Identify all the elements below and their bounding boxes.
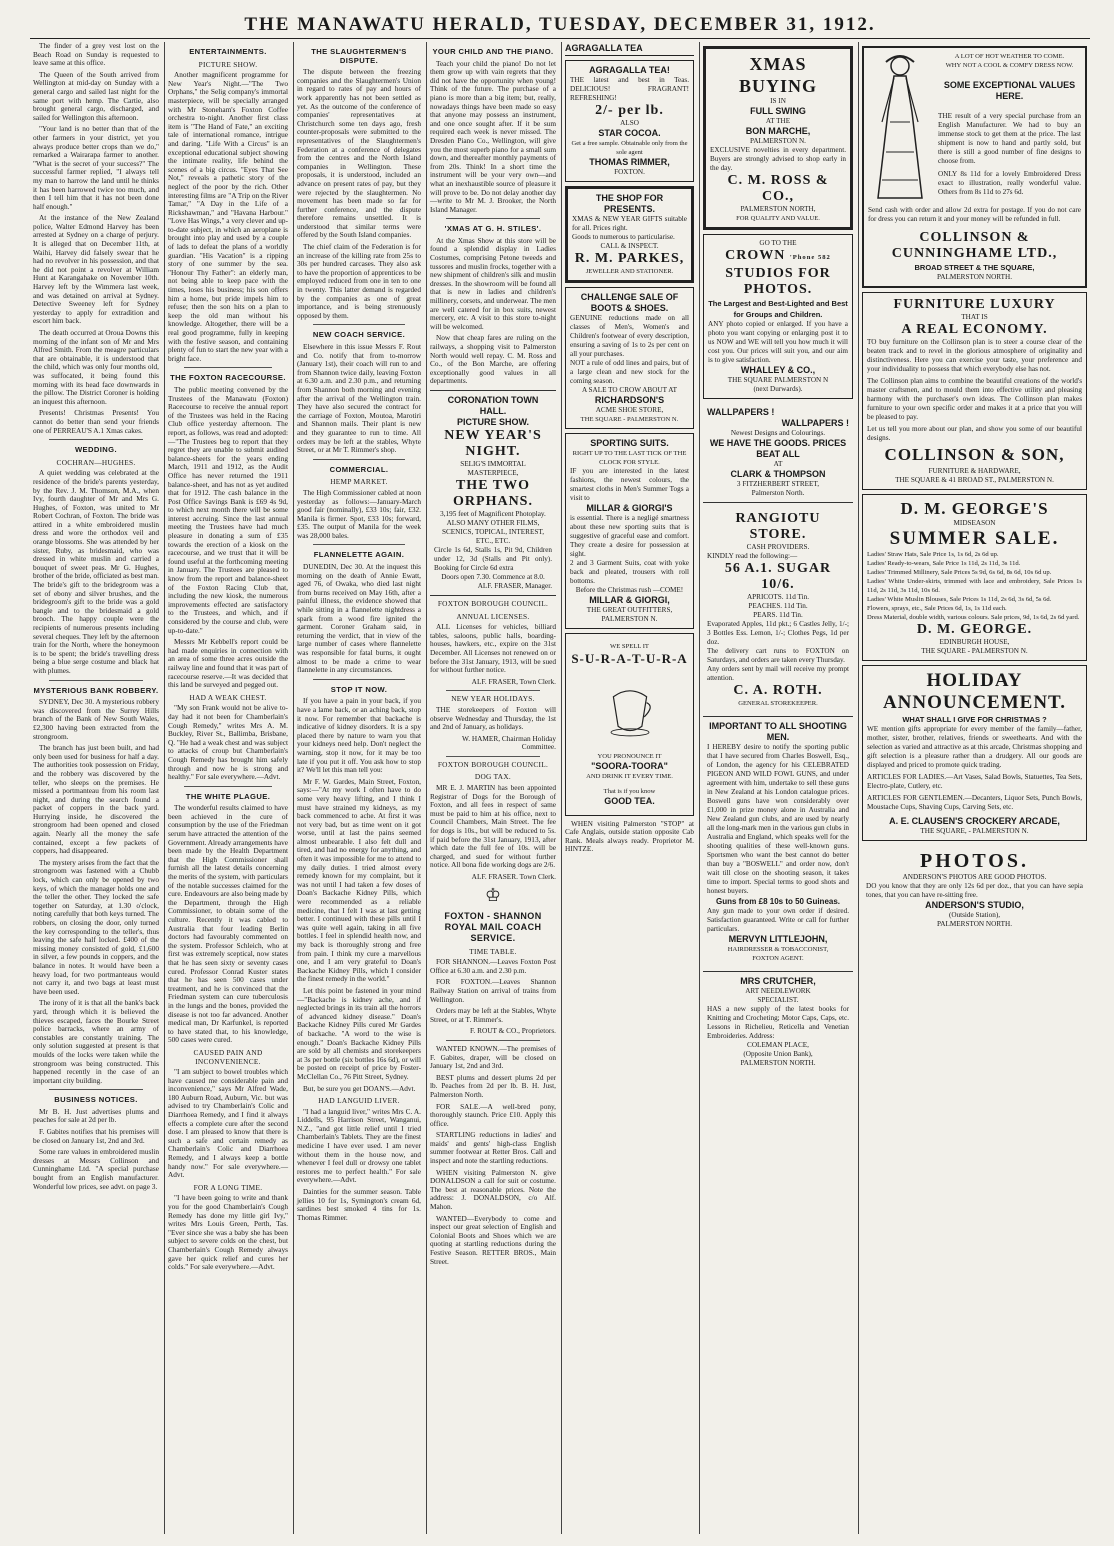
ad-line: AND DRINK IT EVERY TIME. [586,772,673,780]
ad-headline: HOLIDAY [926,670,1023,691]
divider [313,324,405,325]
paragraph: "Your land is no better than that of the other farmers in your district, yet you always produce better crops than we do," remarked a Wairarapa farmer to another. "What is the secret of your success?" The successful farmer replied, "I always tell my man to harrow the land until he thinks it has been harrowed twice too much, and then I tell him that it has not been done half enough." [33,124,159,211]
column-4 [426,42,559,1534]
ad-line: THE SQUARE & 41 BROAD ST., PALMERSTON N. [895,476,1054,484]
ad-line: FURNITURE & HARDWARE, [928,467,1021,475]
column-6 [699,42,856,1534]
ad-body: Any gun made to your own order if desired. Satisfaction guaranteed. Write or call for further particulars. [707,907,849,933]
ad-headline: XMAS BUYING [738,54,817,96]
ad-holiday-announcement [862,665,1087,841]
ad-price: Guns from £8 10s to 50 Guineas. [715,897,841,906]
heading-stop-it-now: STOP IT NOW. [330,684,388,694]
paragraph: FOR SHANNON.—Leaves Foxton Post Office at 6.30 a.m. and 2.30 p.m. [430,957,556,975]
ad-line: The Largest and Best-Lighted and Best for Groups and Children. [708,299,848,319]
paragraph: Some rare values in embroidered muslin dresses at Messrs Collinson and Cunninghame Ltd. "A special purchase bought from an English manufacturer. Wonderful low prices, see advt. on page 3. [33,1147,159,1191]
ad-line: Doors open 7.30. Commence at 8.0. [441,572,545,581]
notice-signature: W. HAMER, Chairman Holiday Committee. [462,733,556,752]
ad-body: NOT a rule of odd lines and pairs, but of a large clean and new stock for the coming season. [570,358,689,385]
ad-line: Get a free sample. Obtainable only from the sole agent [571,139,688,156]
masthead: THE MANAWATU HERALD, TUESDAY, DECEMBER 31, 1912. [30,14,1090,39]
divider [446,218,540,219]
paragraph: The High Commissioner cabled at noon yesterday as follows:—January-March good fair (nominally), £33 10s; fair, £32. Manila is firmer. Spot, £33 10s; forward, £35. The output of Manila for the week was 28,000 bales. [297,487,421,540]
ad-line: APRICOTS. 11d Tin. [746,593,810,601]
ad-phone: 'Phone 582 [789,254,831,261]
ad-price: 2/- per lb. [595,102,664,118]
column-3 [293,42,424,1534]
paragraph: Mr F. W. Gardes, Main Street, Foxton, says:—"At my work I often have to do some very heavy lifting, and I think I must have strained my kidneys, as my back commenced to ache. At first it was not very bad, but as time went on it got worse, until at last the pains seemed almost unbearable. I also felt dull and tired, and had no energy for anything, and often it was impossible for me to attend to my daily duties. I tried almost every remedy known for my complaint, but it was not until I had taken a few doses of Doan's Backache Kidney Pills, which were recommended as a reliable medicine, that I felt I was at last getting better. I continued with these pills until I was quite well again, taking in all five bottles. I feel in splendid health now, and my back is thoroughly strong and free from pain. I think my cure a marvellous one, and I am very grateful to Doan's Backache Kidney Pills, which I consider the finest remedy in the world." [297,776,421,984]
ad-line: FOXTON AGENT. [752,955,804,962]
ad-name: R. M. PARKES, [574,250,685,266]
ad-name: MILLAR & GIORGI, [589,594,670,605]
paragraph: Now that cheap fares are ruling on the railways, a shopping visit to Palmerston North would well repay. C. M. Ross and Co., of the Bon Marche, are offering exceptionally good values in all departments. [430,333,556,386]
ad-name: CROWN [725,248,786,263]
ad-agragalla-tea [565,60,694,182]
ad-richardson [565,287,694,429]
ad-name: MILLAR & GIORGI'S [586,502,673,513]
ad-line: PEACHES. 11d Tin. [748,602,808,610]
ad-title: SPORTING SUITS. [590,437,669,448]
paragraph: If you have a pain in your back, if you have a lame back, or an aching back, stop it now. For remember that backache is indicative of kidney disorders. It is a spy placed there by nature to warn you that your kidneys need help. Don't neglect the warning, stop it now, for it may be too late if you put it off. You ask how to stop it? We'll let this man tell you: [297,696,421,775]
ad-line: KINDLY read the following:— [707,552,798,560]
ad-line: THE SQUARE - PALMERSTON N. [921,647,1028,655]
classified: WHEN visiting Palmerston N. give DONALDSON a call for suit or costume. The best at reasonable prices. Note the address: J. DONALDSON, c/o Alf. Mahon. [430,1167,556,1212]
ad-body: I HEREBY desire to notify the sporting public that I have secured from Charles Boswell, Esq., of London, the agency for his CELEBRATED PIGEON AND WILD FOWL GUNS, and under agreement with him, undertake to sell these guns in New Zealand at his London catalogue prices. Boswell guns have won considerably over £1,000 in prize money alone in Australia and New Zealand gun clubs, and are used by nearly all the long-mark men in the various gun clubs in Australia and England, which speaks well for the shooting qualities of these well-known guns. Sportsmen who want the best cannot do better than buy a "BOSWELL" and order now, don't wait till close on the shooting season, it takes time to import. Special terms to good shots and honest buyers. [707,743,849,895]
ad-headline: S-U-R-A-T-U-R-A [571,650,688,666]
ad-line: YOU PRONOUNCE IT [597,752,662,760]
ad-line: WHY NOT A COOL & COMFY DRESS NOW. [945,62,1074,69]
heading-coach-service: NEW COACH SERVICE. [312,330,406,340]
divider [313,679,405,680]
subheading: PICTURE SHOW. [198,59,258,69]
paragraph: Elsewhere in this issue Messrs F. Rout and Co. notify that from to-morrow (January 1st), their coach will run to and from Shannon twice daily, leaving Foxton at 6.30 a.m. and 2.30 p.m., and returning from Shannon both morning and evening after the arrival of the Wellington train. They have also secured the contract for the carriage of Foxton, Moutoa, Marotiri and Shannon mails. Their plant is new and they guarantee to run to time. All orders may be left at the stables, Whyte Street, or at Mr T. Rimmer's shop. [297,342,421,455]
ad-body: 2 and 3 Garment Suits, coat with yoke back and pleated, trousers with roll bottoms. [570,558,689,585]
ad-signature: ALF. FRASER, Manager. [477,581,552,590]
heading-racecourse: THE FOXTON RACECOURSE. [170,373,286,383]
ad-headline: SOME EXCEPTIONAL VALUES HERE. [943,80,1076,101]
ad-line: GENERAL STOREKEEPER. [738,700,818,707]
ad-name: A. E. CLAUSEN'S CROCKERY ARCADE, [889,816,1060,826]
ad-title: AGRAGALLA TEA! [589,64,670,75]
paragraph: The wonderful results claimed to have been achieved in the cure of consumption by the use of the Friedman serum have attracted the attention of the Government. Already arrangements have been made by the Health Department that the High Commissioner shall furnish all the latest details concerning the merits of the system, with particulars of the notable successes claimed for the cure. Endeavours are also being made by the Department, through the High Commissioner, to obtain some of the culture. Recently it was cabled to Australia that four leading Berlin doctors had favourably commented on the system. Professor Schleich, who at first was extremely sceptical, now states that he has seen sixty or seventy cases cured. Professor Conrad Kuster states that he has seen 500 cases under treatment, and he is convinced that the Friedman system can cure tuberculosis in the lungs and the bones, provided the disease is not too far advanced. Another medical man, Dr Karfunkel, is reported to have stated that, to his knowledge, 500 cases were cured. [168,803,288,1045]
ad-wallpapers [703,403,853,503]
ad-body: Any orders sent by mail will receive my prompt attention. [707,665,849,682]
paragraph: Mr B. H. Just advertises plums and peaches for sale at 2d per lb. [33,1106,159,1125]
ad-line: EDINBURGH HOUSE, [939,638,1010,646]
paragraph: The chief claim of the Federation is for an increase of the killing rate from 25s to 30s per hundred carcases. They also ask to have the proportion of apprentices to be employed reduced from one in ten to one in twenty. This latter demand is regarded by the companies as one of great importance, and is being strenuously opposed by them. [297,242,421,320]
ad-line: PALMERSTON NORTH. [936,920,1013,928]
paragraph: The death occurred at Oroua Downs this morning of the infant son of Mr and Mrs Alfred Smith. From the meagre particulars that are obtainable, it is understood that the child, which was only four months old, was suffocated, it being found this morning with its head face downwards in the pillow. The District Coroner is holding an inquest this afternoon. [33,328,159,406]
paragraph: "I am subject to bowel troubles which have caused me considerable pain and inconvenience," says Mr Alfred Wade, 180 Auburn Road, Auburn, Vic. but was advised to try Chamberlain's Colic and Diarrhoea Remedy, and I find it always effects a complete cure after the second dose. I am pleased to know that there is such a safe and certain remedy as Chamberlain's Colic and Diarrhoea Remedy, and I always keep a bottle handy now." For sale everywhere.—Advt. [168,1067,288,1180]
paragraph: Orders may be left at the Stables, Whyte Street, or at T. Rimmer's. [430,1006,556,1024]
ad-body: ARTICLES FOR GENTLEMEN.—Decanters, Liquor Sets, Punch Bowls, Moustache Cups, Shaving Cups, Carving Sets, etc. [867,794,1082,811]
ad-item: Dress Material, double width, various colours. Sale prices, 9d, 1s 6d, 2s 6d yard. [867,614,1080,621]
ad-name: THOMAS RIMMER, [589,156,670,167]
paragraph: "I had a languid liver," writes Mrs C. A. Liddells, 95 Harrison Street, Wanganui, N.Z., "and got little relief until I tried Chamberlain's Tablets. They are the finest medicine I have ever used. I am never without them in the house now, and whenever I feel dull or drowsy one tablet restores me to perfect health." For sale everywhere.—Advt. [297,1106,421,1185]
paragraph: But, be sure you get DOAN'S.—Advt. [303,1083,416,1093]
ad-anderson-photos [862,845,1087,933]
divider [446,690,540,691]
classified: WHEN visiting Palmerston "STOP" at Cafe Anglais, outside station opposite Cab Rank. Meals always ready. Proprietor M. HINTZE. [565,818,694,854]
ad-line: IS IN [770,97,786,105]
paragraph: Another magnificent programme for New Year's Night.—"The Two Orphans," the Selig company's immortal masterpiece, will be specially arranged with Mr Stoneham's Foxton Coffee orchestra to-night. Another first class item is "The Hand of Fate," an exciting tale of international romance, intrigue and daring. "Life With a Circus" is an exceptional educational subject showing the intimate reality, life behind the scenes of a big circus. "Eyes That See Not," reveals a pathetic story of the neglect of the poor by the rich. Other interesting films are "A Trip on the River Tamar," "A Day in the Life of a Rickshawman," and "Havana Harbour." "Love Has Wings," a very clever and up-to-date subject, in which an aeroplane is brought into play and used by a couple of lads to defeat the plans of a worldly guardian. "His Vacation" is a ripping story of one summer by the sea. "Honour Thy Father": an elderly man, not being able to keep pace with the times, loses his business; his son offers him a home, but pride impels him to refuse; then the son hits on a plan to keep the old man without his knowledge. Altogether, there will be a real good programme, fully in keeping with the festive season, and containing plenty of fun to start the new year with a bright face. [168,70,288,363]
column-5 [561,42,697,1534]
ad-body: THE result of a very special purchase from an English Manufacturer. We had to buy an immense stock to get them at the price. The last shipment is now to hand and partly sold, but there is still a good number of fine designs to choose from. [938,112,1081,165]
ad-line: PALMERSTON N. [601,614,658,623]
ad-body: ONLY 8s 11d for a lovely Embroidered Dress exact to illustration, really wonderful value. Others from 8s 11d to 27s 6d. [938,170,1081,196]
ad-line: THAT IS [961,313,988,321]
heading-bank-robbery: MYSTERIOUS BANK ROBBERY. [33,685,159,695]
heading-slaughtermen: THE SLAUGHTERMEN'S DISPUTE. [311,47,407,65]
ad-headline: "SOORA-TOORA" [591,760,668,771]
paragraph: A quiet wedding was celebrated at the residence of the bride's parents yesterday, by the Rev. J. M. Thomson, M.A., when Ivy, fourth daughter of Mr and Mrs G. Hughes, of Foxton, was united to Mr Robert Cochran, of Foxton. The bride was attired in a white embroidered muslin dress and wore the orthodox veil and orange blossoms. She was attended by her sister, Ruby, as bridesmaid, who was dressed in white muslin and carried a bouquet of sweet peas. Mr G. Hughes, brother of the bride, officiated as best man. The bride's gift to the bridegroom was a set of ebony and silver brushes, and the bridegroom's gift to the bride was a gold bangle and to the bridesmaid a gold brooch. The happy couple were the recipients of numerous presents including several cheques. They left by the afternoon train for the North, where the honeymoon is to be spent; the bride's travelling dress being a blue serge costume and black hat with plumes. [33,468,159,675]
divider [49,1089,143,1090]
ad-parkes [565,186,694,283]
divider [49,439,143,440]
ad-collinson-furniture [862,292,1087,490]
ad-headline: 56 A.1. SUGAR 10/6. [724,561,832,592]
heading-business-notices: BUSINESS NOTICES. [54,1095,138,1105]
ad-banner: AGRAGALLA TEA [565,42,694,56]
ad-name: C. M. ROSS & CO., [727,173,829,204]
divider [49,680,143,681]
heading-wedding: WEDDING. [74,445,117,455]
royal-crest-icon: ♔ [484,884,502,905]
ad-line: ALSO MANY OTHER FILMS, SCENICS, TOPICAL, INTEREST, ETC., ETC. [441,518,545,545]
heading-commercial: COMMERCIAL. [329,464,389,474]
ad-body: ANY photo copied or enlarged. If you have a photo you want copying or enlarging post it to us NOW and WE will tell you how much it will cost you. Our prices will suit you, and our aim is to give satisfaction. [708,320,848,364]
paragraph: At the Xmas Show at this store will be found a splendid display in Ladies Costumes, comprising Petone tweeds and tussores and muslin frocks, together with a new shipment of children's silk and muslin dresses. In the showroom will be found all that is new in ladies and children's millinery, corsets, and underwear. The men are well catered for in box suits, newest mercery, etc. A visit to this store to-night will be welcomed. [430,235,556,331]
ad-line: PALMERSTON NORTH. [740,1059,816,1067]
ad-title: WALLPAPERS ! [781,418,849,428]
ad-body: HAS a new supply of the latest books for Knitting and Crocheting; Motor Caps, Caps, etc. Lessons in Richelieu, Reticella and Venetian Embroideries. Address: [707,1005,849,1040]
classified: WANTED—Everybody to come and inspect our great selection of English and Colonial Boots and Shoes which we are quoting at startling reductions during the Festive Season. RETTER BROS., Main Street. [430,1213,556,1266]
ad-line: THE SQUARE, - PALMERSTON N. [920,827,1029,835]
ad-headline: A REAL ECONOMY. [901,322,1048,337]
paragraph: MR E. J. MARTIN has been appointed Registrar of Dogs for the Borough of Foxton, and all fees in respect of same must be paid to him at his office, next to Council Chambers, Main Street. The fee for dogs is 10s., but will be reduced to 5s. if paid before the 31st January, 1913, after which date the full fee of 10s. will be charged, and sued for without further notice. All bona fide working dogs are 2/6. [430,783,556,870]
subheading: HEMP MARKET. [330,477,388,487]
ad-name: BON MARCHE, [745,126,811,136]
ad-item: Ladies' Straw Hats, Sale Price 1s, 1s 6d, 2s 6d up. [867,551,999,558]
ad-name: COLLINSON & CUNNINGHAME LTD., [891,230,1058,261]
ad-item: Ladies' Trimmed Millinery, Sale Prices 5s 9d, 6s 6d, 8s 6d, 10s 6d up. [867,569,1052,576]
classified: STARTLING reductions in ladies' and maids' and gents' high-class English summer footwear at Retter Bros. Call and inspect and note the startling reductions. [430,1130,556,1166]
classified: BEST plums and dessert plums 2d per lb. Peaches from 2d per lb. B. H. Just, Palmerston North. [430,1072,556,1099]
ad-line: FULL SWING [750,106,806,116]
paragraph: Let this point be fastened in your mind—"Backache is kidney ache, and if neglected brings in its train all the horrors of advanced kidney disease." Doan's Backache Kidney Pills cured Mr Gardes of backache. "A word to the wise is enough." Doan's Backache Kidney Pills are sold by all chemists and storekeepers at 3s per bottle (six bottles 16s 6d), or will be posted on receipt of price by Foster-McClellan Co., 76 Pitt Street, Sydney. [297,985,421,1081]
ad-line: AT [773,460,783,468]
ad-body: Evaporated Apples, 11d pkt.; 6 Castles Jelly, 1/-; 3 Bottles Ess. Lemon, 1/-; Clothes Pegs, 1d per doz. [707,620,849,646]
ad-line: Newest Designs and Colourings. [730,429,826,437]
ad-title: IMPORTANT TO ALL SHOOTING MEN. [709,721,847,742]
ad-name: D. M. GEORGE'S [900,499,1049,518]
ad-body: Let us tell you more about our plan, and show you some of our beautiful designs. [867,425,1082,442]
notice-signature: ALF. FRASER. Town Clerk. [471,872,556,881]
ad-line: FOXTON. [614,167,645,176]
ad-headline [708,248,848,266]
ad-line: THE GREAT OUTFITTERS, [586,605,673,614]
ad-george-summer-sale [862,494,1087,661]
ad-line: A LOT OF HOT WEATHER TO COME. [954,53,1065,60]
ad-name: WHALLEY & CO., [740,365,816,375]
ad-suratura-tea [565,633,694,816]
paragraph: The irony of it is that all the bank's back yard, through which it is believed the thieves escaped, faces the Bourke Street police barracks, where an army of constables are constantly training. The only solution suggested at present is that moulds of the locks were taken while the strongroom was being constructed. This happened recently in the case of an important city building. [33,998,159,1085]
ad-name: D. M. GEORGE. [916,622,1033,637]
paragraph: The Queen of the South arrived from Wellington at mid-day on Sunday with a general cargo and sailed last night for the same port with hemp. The Cartie, also brought general cargo, discharged, and sailed for Wellington this afternoon. [33,69,159,122]
paragraph: The mystery arises from the fact that the strongroom was fastened with a Chubb lock, which can only be opened by two keys, of which the manager holds one and the teller the other. They locked the safe together on Saturday, at 1.30 o'clock, noting carefully that both keys turned. The robbers, on closing the door, only turned the key corresponding to the teller's, thus leaving the safe half locked. £400 of the missing money consisted of gold, £1,600 in silver, a few pounds in coppers, and the balance in notes. It would have been a heavy load, for two portmanteaus would not carry it, and two bags at least must have been used. [33,857,159,996]
ad-collinson-dresses [862,46,1087,288]
ad-line: WHAT SHALL I GIVE FOR CHRISTMAS ? [902,715,1047,724]
heading-flannelette: FLANNELETTE AGAIN. [313,550,405,560]
paragraph: Messrs Mr Kebbell's report could be had made enquiries in connection with an area of some three acres outside the railway line and found that it was part of racecourse reserve.—It was decided that this land be surveyed and pegged out. [168,637,288,690]
ad-line: FOR QUALITY AND VALUE. [736,215,820,222]
ad-line: (next Durwards). [753,385,803,393]
ad-line: Circle 1s 6d, Stalls 1s, Pit 9d, Children under 12, 3d (Stalls and Pit only). Booking for Circle 6d extra [434,545,552,572]
ad-line: STAR COCOA. [598,127,661,138]
ad-line: COLEMAN PLACE, [747,1041,809,1049]
divider [313,459,405,460]
notice-title: NEW YEAR HOLIDAYS. [451,694,535,704]
ad-body: DO you know that they are only 12s 6d per doz., that you can have sepia tones, that you can have re-sitting free. [866,882,1083,899]
ad-body: EXCLUSIVE novelties in every department. Buyers are strongly advised to shop early in the day. [710,146,846,172]
ad-line: Palmerston North. [751,489,805,497]
ad-body: THE latest and best in Teas. DELICIOUS! FRAGRANT! REFRESHING! [570,75,689,102]
ad-name: C. A. ROTH. [733,683,823,698]
subheading: HAD LANGUID LIVER. [318,1096,400,1106]
ad-headline: STUDIOS FOR PHOTOS. [725,266,831,297]
ad-title: CHALLENGE SALE OF BOOTS & SHOES. [580,291,679,313]
notice-signature: ALF. FRASER, Town Clerk. [471,676,556,686]
ad-body: is essential. There is a negligé smartness about these new sporting suits that is suggestive of graceful ease and comfort. They create a desire for possession at sight. [570,513,689,558]
ad-shooting [703,716,853,967]
ad-rangiotu-store [703,507,853,712]
ad-name: MERVYN LITTLEJOHN, [728,934,828,944]
ad-line: That is if you know [603,787,656,795]
ad-line: Before the Christmas rush —COME! [575,585,684,594]
ad-line: MIDSEASON [953,519,996,527]
ad-body: WE mention gifts appropriate for every member of the family—father, mother, sister, brother, relatives, friends or sweethearts. And with the selection as varied and attractive as at this arcade, Christmas shopping and gift selection is a pleasure rather than a drudgery. All our goods are displayed and priced to promote quick trading. [867,725,1082,769]
column-1 [30,42,162,1534]
ad-line: ART NEEDLEWORK [745,987,811,995]
paragraph: Dainties for the summer season. Table jellies 10 for 1s, Symington's cream 6d, sardines best smoked 4 tins for 1s. Thomas Rimmer. [297,1187,421,1222]
ad-body: GENUINE reductions made on all classes of Men's, Women's and Children's footwear of every description, ensuring a saving of 1s to 2s per cent on all your purchases. [570,313,689,358]
tea-cup-icon [588,673,672,743]
ad-headline: FURNITURE LUXURY [893,297,1056,312]
classified: FOR SALE.—A well-bred pony, thoroughly staunch. Price £10. Apply this office. [430,1101,556,1128]
paragraph: F. Gabites notifies that his premises will be closed on January 1st, 2nd and 3rd. [33,1127,159,1145]
ad-line: JEWELLER AND STATIONER. [585,267,674,275]
ad-bon-marche [703,46,853,230]
paragraph: "I have been going to write and thank you for the good Chamberlain's Cough Remedy has done my little girl Ivy," writes Mrs Louis Green, Perth, Tas. "Ever since she was a baby she has been subject to severe colds on the chest, but Chamberlain's Cough Remedy always gave her quick relief and cures her colds." For sale everywhere.—Advt. [168,1193,288,1272]
ad-crown-studios [703,234,853,399]
column-2 [164,42,291,1534]
ad-headline: SUMMER SALE. [889,528,1060,549]
ad-line: HAIRDRESSER & TOBACCONIST, [727,946,829,953]
notice-subtitle: DOG TAX. [474,772,512,782]
ad-body: ARTICLES FOR LADIES.—Art Vases, Salad Bowls, Statuettes, Tea Sets, Electro-plate, Cutlery, etc. [867,773,1082,790]
ad-title: WALLPAPERS ! [707,407,775,417]
ad-item: Ladies' White Under-skirts, trimmed with lace and embroidery, Sale Prices 1s 11d, 2s 11d, 3s 11d, 10s 6d. [867,578,1082,594]
ad-item: Ladies' White Muslin Blouses, Sale Prices 1s 11d, 2s 6d, 3s 6d, 5s 6d. [867,596,1052,603]
divider [313,544,405,545]
ad-line: GO TO THE [759,239,797,247]
ad-headline: ANNOUNCEMENT. [882,692,1067,713]
ad-line: AT THE [765,117,791,125]
ad-body: The Collinson plan aims to combine the beautiful creations of the world's master craftsmen, and to mould them into effective utility and pleasing harmony with the purchaser's own ideas. The Collinson plan makes furniture to your own specific order and makes it at a price that you will be pleased to pay. [867,377,1082,421]
ad-line: A SALE TO CROW ABOUT AT [581,385,678,394]
column-7 [858,42,1090,1534]
ad-line: SPECIALIST. [757,996,799,1004]
ad-body: Goods to numerous to particularise. [572,232,675,241]
ad-headline: GOOD TEA. [604,795,655,806]
paragraph: FOR FOXTON.—Leaves Shannon Railway Station on arrival of trains from Wellington. [430,977,556,1004]
ad-line: ACME SHOE STORE, [595,405,664,414]
ad-coronation-hall [430,390,556,596]
ad-name: MRS CRUTCHER, [740,976,816,986]
ad-item: Flowers, sprays, etc., Sale Prices 6d, 1s, 1s 11d each. [867,605,1007,612]
notice-subtitle: TIME TABLE. [469,946,517,956]
ad-item: Ladies' Ready-to-wears, Sale Price 1s 11d, 2s 11d, 3s 11d. [867,560,1021,567]
ad-headline: NEW YEAR'S NIGHT. [444,427,542,459]
ad-millar-giorgi [565,433,694,629]
ad-name: RANGIOTU STORE. [735,511,821,542]
ad-line: PEARS. 11d Tin. [753,611,803,619]
subheading: CAUSED PAIN AND INCONVENIENCE. [193,1047,263,1066]
ad-body: Send cash with order and allow 2d extra for postage. If you do not care for dress you can return it and your money will be refunded in full. [868,206,1081,223]
heading-white-plague: THE WHITE PLAGUE. [185,791,271,801]
ad-line: (Outside Station), [948,911,1001,919]
paragraph: THE storekeepers of Foxton will observe Wednesday and Thursday, the 1st and 2nd of January, as holidays. [430,704,556,732]
ad-line: 3,195 feet of Magnificent Photoplay. [440,509,546,518]
ad-line: WE SPELL IT [610,642,649,650]
subheading: COCHRAN—HUGHES. [56,457,136,467]
paragraph: Presents! Christmas Presents! You cannot do better than send your friends one of PERREAU'S A.1 Xmas cakes. [33,408,159,435]
lady-figure-icon [868,52,932,202]
paragraph: At the instance of the New Zealand police, Walter Edmond Harvey has been arrested at Sydney on a charge of perjury. It is alleged that on December 11th, at Waihi, Harvey did falsely swear that he had no revolver in his possession, and that he did not point a revolver at William Hunt at Karangahake on November 10th. Harvey left by the Wimmera last week, and was detained on arrival at Sydney. Detective Sweeney left for Sydney yesterday to apply for extradition and escort him back. [33,213,159,326]
subheading: FOR A LONG TIME. [193,1182,263,1192]
ad-title: THE SHOP FOR PRESENTS. [595,192,664,214]
divider [184,367,272,368]
heading-entertainments: ENTERTAINMENTS. [189,47,267,56]
ad-line: THE SQUARE - PALMERSTON N. [580,415,679,423]
divider [184,786,272,787]
ad-art-needlework [703,971,853,1072]
ad-line: BROAD STREET & THE SQUARE, [914,263,1035,272]
paragraph: DUNEDIN, Dec 30. At the inquest this morning on the death of Annie Ewatt, aged 76, of Owaka, who died last night from burns received on May 16th, after a painful illness, the evidence showed that while sitting in a flannelette nightdress a spark from a wood fire ignited the garment. Coroner Graham said, in returning the verdict, that in view of the large number of cases where flannelette was responsible for fatal burns, it ought almost to be made a crime to wear flannelette in any circumstances. [297,562,421,675]
notice-title: FOXTON BOROUGH COUNCIL. [437,759,549,769]
ad-headline: PHOTOS. [920,850,1029,872]
ad-title: CORONATION TOWN HALL. [447,394,539,416]
paragraph: The dispute between the freezing companies and the Slaughtermen's Union in regard to rates of pay and hours of work apparently has not been settled as yet. As the outcome of the conference of companies' representatives at Christchurch some ten days ago, fresh counter-proposals were submitted to the representatives of the Slaughtermen's Federation at a conference of delegates from the centres and the North Island companies in Wellington. These proposals, it is understood, included an advance on present rates of pay, but they were rejected by the slaughtermen. No movement has been made so far for further conference, and the dispute therefore remains unsettled. It is understood that similar terms were offered by the South Island companies. [297,67,421,240]
ad-body: The delivery cart runs to FOXTON on Saturdays, and orders are taken every Thursday. [707,647,849,664]
ad-headline: THE TWO ORPHANS. [453,477,533,509]
ad-line: SELIG'S IMMORTAL MASTERPIECE, [460,459,526,477]
ad-line: (Opposite Union Bank), [743,1050,813,1058]
ad-line: PICTURE SHOW. [456,416,529,427]
ad-line: CASH PROVIDERS. [746,543,810,551]
paragraph: The branch has just been built, and had only been used for business for half a day. The authorities took possession on Friday, and the robbery was discovered by the teller, who sleeps on the premises. He missed a portmanteau from his room last night, and during the search found a packet of coppers in the back yard. Hurrying inside, he discovered the strongroom had been opened and closed again. Nearly all the money the safe contained, except a few packets of coppers, had disappeared. [33,743,159,856]
notice-title: FOXTON - SHANNON ROYAL MAIL COACH SERVICE. [444,910,542,943]
ad-line: ANDERSON'S PHOTOS ARE GOOD PHOTOS. [902,873,1047,881]
ad-line: PALMERSTON NORTH. [936,273,1013,281]
divider [446,756,540,757]
paragraph: The public meeting convened by the Trustees of the Manawatu (Foxton) Racecourse to receive the annual report of the Trustees was held in the Racing Club office yesterday afternoon. The report, as follows, was read and adopted:—"The Trustees beg to report that they regret they are unable to submit audited balance-sheets for the years ending March, 1911 and 1912, as the Audit Office has never returned the 1911 balance-sheet, and has not as yet audited that for 1912. The cash balance in the Post Office Savings Bank is £69 4s 9d, to which next month there will be some interest accruing. Since the last annual meeting the Trustees have had much pleasure in donating a sum of £35 towards the erection of a kiosk on the racecourse, and we trust that it will be found useful at the forthcoming meeting in January. The Trustees are pleased to know from the report and balance-sheet of the Foxton Racing Club that, including the new kiosk, the numerous improvements effected are satisfactory to the Trustees, and which, and if considered by the course and club, were up-to-date." [168,384,288,635]
ad-line: 3 FITZHERBERT STREET, [736,480,820,488]
notice-signature: F. ROUT & CO., Proprietors. [469,1026,556,1036]
ad-line: ALSO [620,118,639,127]
ad-body: XMAS & NEW YEAR GIFTS suitable for all. Prices right. [572,214,687,232]
ad-line: PALMERSTON N. [750,137,806,145]
paragraph: ALL Licenses for vehicles, billiard tables, saloons, public halls, boarding-houses, hawkers, etc., expire on the 31st December. All Licenses not renewed on or before the 31st January, 1913, will be sued for without further notice. [430,622,556,675]
paragraph: Teach your child the piano! Do not let them grow up with vain regrets that they did not have the opportunity when young! Think of the future. The purchase of a piano is more than a big item; but, really, nowadays things have been made so easy that anyone may possess an instrument, and one once sought after. If it be sum required each week is never missed. The Dresden Piano Co., Wellington, will give you the most superb piano for a small sum down, and thereafter monthly payments of from 20s. Think! In a short time the instrument will be your very own—and what an inexhaustible source of pleasure it will prove to be. Do not delay another day—write to Mr M. J. Brooker, the North Island Manager. [430,58,556,214]
ad-name: ANDERSON'S STUDIO, [925,900,1024,910]
subheading: HAD A WEAK CHEST. [189,692,267,702]
ad-body: IF you are interested in the latest fashions, the newest colours, the smartest cloths in Men's Summer Togs a visit to [570,466,689,502]
ad-line: PALMERSTON NORTH, [740,205,816,213]
paragraph: The finder of a grey vest lost on the Beach Road on Sunday is requested to leave same at this office. [33,42,159,68]
ad-line: CALL & INSPECT. [600,241,659,250]
ad-line: THE SQUARE PALMERSTON N [727,376,829,384]
ad-line: WE HAVE THE GOODS. PRICES BEAT ALL [709,438,847,459]
ad-body: TO buy furniture on the Collinson plan is to steer a course clear of the beaten track and to revel in the glorious atmosphere of originality and distinctiveness. Here you can exercise your taste, your preference and your individuality to possess that which everybody else has not. [867,338,1082,373]
ad-name: COLLINSON & SON, [884,445,1065,464]
paragraph: "My son Frank would not be alive to-day had it not been for Chamberlain's Cough Remedy," writes Mrs A. M. Buckley, River St., Ballimba, Brisbane, Q. "He had a weak chest and was subject to attacks of croup but Chamberlain's Cough Remedy has brought him safely through and now he is strong and healthy." For sale everywhere.—Advt. [168,703,288,782]
notice-title: FOXTON BOROUGH COUNCIL. [437,598,549,608]
ad-name: RICHARDSON'S [594,394,665,405]
heading-stiles: 'XMAS AT G. H. STILES'. [444,224,542,234]
ad-name: CLARK & THOMPSON [730,469,826,479]
ad-line: RIGHT UP TO THE LAST TICK OF THE CLOCK FOR STYLE. [572,449,687,466]
heading-piano: YOUR CHILD AND THE PIANO. [432,47,554,56]
paragraph: SYDNEY, Dec 30. A mysterious robbery was discovered from the Surrey Hills branch of the Bank of New South Wales, £2,300 having been extracted from the strongroom. [33,697,159,741]
notice-subtitle: ANNUAL LICENSES. [456,611,530,621]
divider [446,1040,540,1041]
classified: WANTED KNOWN.—The premises of F. Gabites, draper, will be closed on January 1st, 2nd and 3rd. [430,1043,556,1071]
